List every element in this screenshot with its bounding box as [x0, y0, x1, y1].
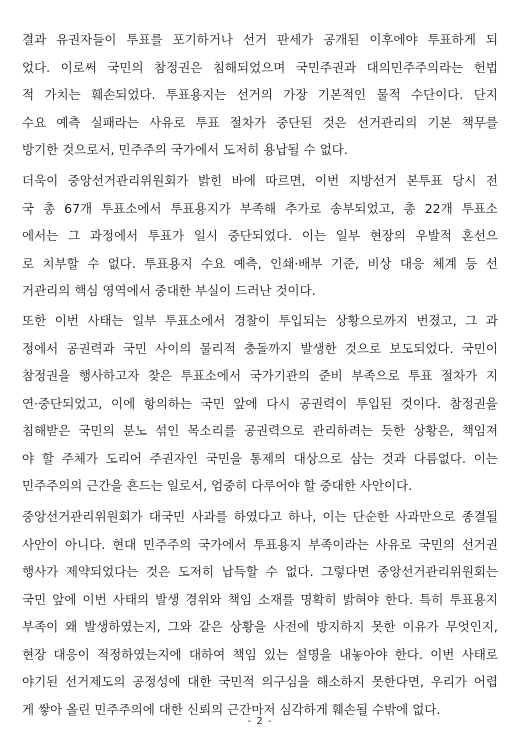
text-line: 수요 예측 실패라는 사유로 투표 절차가 중단된 것은 선거관리의 기본 책무를	[22, 114, 498, 130]
text-line: 참정권을 행사하고자 찾은 투표소에서 국가기관의 준비 부족으로 투표 절차가 지	[22, 368, 498, 383]
paragraph-1	[22, 26, 498, 164]
text-line: 거관리의 핵심 영역에서 중대한 부실이 드러난 것이다.	[22, 283, 316, 298]
text-line: 민주주의의 근간을 흔드는 일로서, 엄중히 다루어야 할 중대한 사안이다.	[22, 478, 413, 493]
text-line: 야 할 주체가 도리어 주권자인 국민을 통제의 대상으로 삼는 것과 다름없다. 이는	[22, 450, 498, 466]
text-line: 중앙선거관리위원회가 대국민 사과를 하였다고 하나, 이는 단순한 사과만으로 종결될	[22, 509, 498, 524]
text-line: 적 가치는 훼손되었다. 투표용지는 선거의 가장 기본적인 물적 수단이다. 단지	[22, 87, 498, 102]
paragraph-4	[22, 503, 498, 723]
text-line: 또한 이번 사태는 일부 투표소에서 경찰이 투입되는 상황으로까지 번졌고, 그 과	[22, 313, 498, 328]
text-line: 에서는 그 과정에서 투표가 일시 중단되었다. 이는 일부 현장의 우발적 혼선으	[22, 228, 498, 243]
text-line: 더욱이 중앙선거관리위원회가 밝힌 바에 따르면, 이번 지방선거 본투표 당시 전	[22, 173, 498, 188]
text-line: 었다. 이로써 국민의 참정권은 침해되었으며 국민주권과 대의민주주의라는 헌법	[22, 59, 498, 75]
text-line: 야기된 선거제도의 공정성에 대한 국민적 의구심을 해소하지 못한다면, 우리가 어렵	[22, 674, 498, 689]
text-line: 행사가 제약되었다는 것은 도저히 납득할 수 없다. 그렇다면 중앙선거관리위원회는	[22, 564, 498, 579]
text-line: 연·중단되었고, 이에 항의하는 국민 앞에 다시 공권력이 투입된 것이다. 참정권을	[22, 395, 498, 411]
text-line: 게 쌓아 올린 민주주의에 대한 신뢰의 근간마저 심각하게 훼손될 수밖에 없다.	[22, 701, 441, 717]
text-line: 로 치부할 수 없다. 투표용지 수요 예측, 인쇄·배부 기준, 비상 대응 체계 등 선	[22, 255, 498, 271]
page-number: - 2 -	[247, 716, 273, 727]
text-line: 방기한 것으로서, 민주주의 국가에서 도저히 용납될 수 없다.	[22, 142, 348, 157]
paragraph-3	[22, 307, 498, 500]
text-line: 결과 유권자들이 투표를 포기하거나 선거 판세가 공개된 이후에야 투표하게 되	[22, 32, 498, 47]
text-line: 사안이 아니다. 현대 민주주의 국가에서 투표용지 부족이라는 사유로 국민의 선거권	[22, 536, 498, 552]
text-line: 부족이 왜 발생하였는지, 그와 같은 상황을 사전에 방지하지 못한 이유가 무엇인지,	[22, 619, 498, 634]
text-line: 국 총 67개 투표소에서 투표용지가 부족해 추가로 송부되었고, 총 22개 투표소	[22, 200, 498, 216]
text-line: 침해받은 국민의 분노 섞인 목소리를 공권력으로 관리하려는 듯한 상황은, 책임져	[22, 423, 498, 438]
text-line: 현장 대응이 적정하였는지에 대하여 책임 있는 설명을 내놓아야 한다. 이번 사태로	[22, 646, 498, 662]
paragraph-2	[22, 167, 498, 305]
text-line: 정에서 공권력과 국민 사이의 물리적 충돌까지 발생한 것으로 보도되었다. 국민이	[22, 340, 498, 356]
text-line: 국민 앞에 이번 사태의 발생 경위와 책임 소재를 명확히 밝혀야 한다. 특히 투표용지	[22, 591, 498, 607]
